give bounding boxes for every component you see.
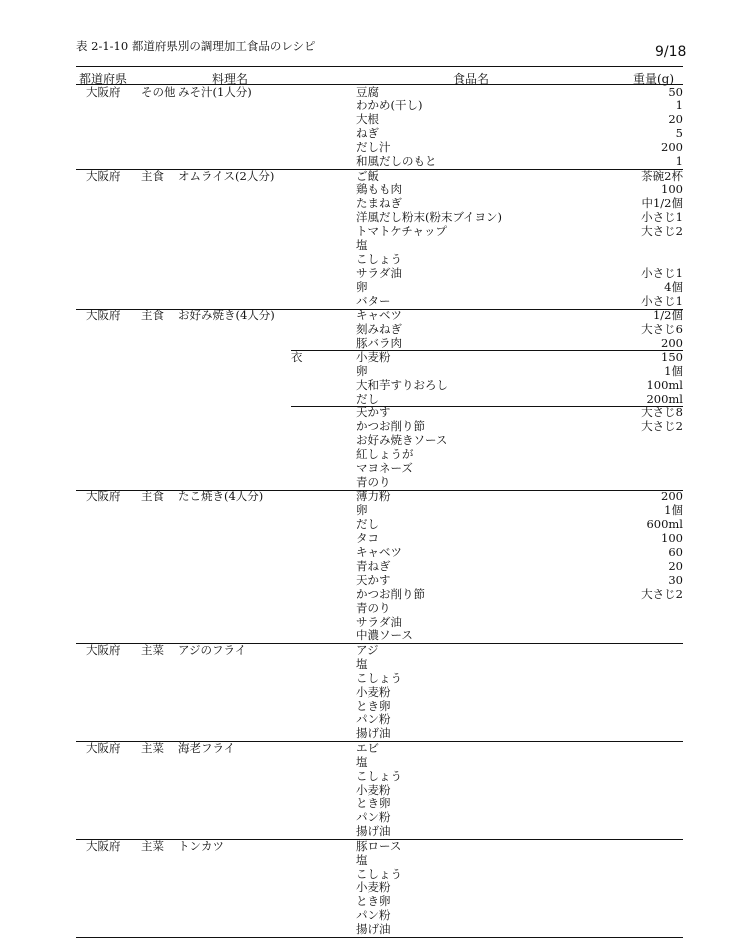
food-name-cell: 青のり (356, 600, 391, 615)
food-name-cell: 小麦粉 (356, 782, 391, 797)
food-name-cell: 豆腐 (356, 84, 379, 99)
food-name-cell: 塩 (356, 656, 368, 671)
food-name-cell: だし (356, 391, 379, 406)
food-name-cell: 豚バラ肉 (356, 335, 402, 350)
food-name-cell: 塩 (356, 852, 368, 867)
food-name-cell: たまねぎ (356, 196, 402, 211)
food-name-cell: 塩 (356, 754, 368, 769)
prefecture-cell: 大阪府 (86, 168, 121, 183)
amount-cell: 4個 (664, 279, 683, 294)
food-name-cell: 天かす (356, 572, 391, 587)
dish-name-cell: アジのフライ (178, 642, 247, 657)
food-name-cell: 揚げ油 (356, 726, 391, 741)
food-name-cell: とき卵 (356, 796, 391, 811)
food-name-cell: だし汁 (356, 140, 391, 155)
food-name-cell: こしょう (356, 251, 402, 266)
amount-cell: 1/2個 (652, 308, 683, 323)
food-name-cell: トマトケチャップ (356, 224, 447, 239)
amount-cell: 200ml (646, 391, 683, 406)
food-name-cell: だし (356, 517, 379, 532)
food-name-cell: わかめ(干し) (356, 98, 423, 113)
amount-cell: 600ml (646, 517, 683, 532)
amount-cell: 小さじ1 (641, 210, 683, 225)
amount-cell: 1個 (664, 503, 683, 518)
food-name-cell: とき卵 (356, 894, 391, 909)
amount-cell: 150 (661, 349, 683, 364)
dish-name-cell: 海老フライ (178, 740, 236, 755)
section-divider (291, 406, 683, 407)
food-name-cell: お好み焼きソース (356, 433, 448, 448)
food-name-cell: 青ねぎ (356, 558, 391, 573)
food-name-cell: 大和芋すりおろし (356, 377, 448, 392)
header-dish: 料理名 (212, 72, 249, 86)
dish-name-cell: みそ汁(1人分) (178, 84, 252, 99)
food-name-cell: かつお削り節 (356, 419, 425, 434)
prefecture-cell: 大阪府 (86, 489, 121, 504)
amount-cell: 200 (661, 489, 683, 504)
prefecture-cell: 大阪府 (86, 642, 121, 657)
category-cell: その他 (141, 84, 176, 99)
amount-cell: 小さじ1 (641, 293, 683, 308)
amount-cell: 200 (661, 140, 683, 155)
amount-cell: 大さじ2 (641, 586, 683, 601)
category-cell: 主菜 (141, 642, 164, 657)
table-title: 表 2-1-10 都道府県別の調理加工食品のレシピ (76, 39, 316, 53)
food-name-cell: 小麦粉 (356, 880, 391, 895)
dish-name-cell: トンカツ (178, 838, 224, 853)
amount-cell: 茶碗2杯 (641, 168, 683, 183)
section-divider (291, 350, 683, 351)
food-name-cell: 小麦粉 (356, 349, 391, 364)
food-name-cell: 天かす (356, 405, 391, 420)
food-name-cell: パン粉 (356, 810, 391, 825)
amount-cell: 30 (668, 572, 683, 587)
recipe-divider (76, 169, 683, 170)
food-name-cell: 卵 (356, 503, 368, 518)
food-name-cell: キャベツ (356, 545, 402, 559)
amount-cell: 100ml (646, 377, 683, 392)
food-name-cell: 豚ロース (356, 838, 402, 853)
food-name-cell: 卵 (356, 363, 368, 378)
food-name-cell: 紅しょうが (356, 447, 414, 462)
category-cell: 主食 (141, 308, 164, 323)
food-name-cell: 鶏もも肉 (356, 182, 402, 197)
food-name-cell: サラダ油 (356, 614, 402, 629)
food-name-cell: 中濃ソース (356, 628, 413, 643)
food-name-cell: こしょう (356, 768, 402, 783)
food-name-cell: アジ (356, 642, 379, 657)
food-name-cell: 洋風だし粉末(粉末ブイヨン) (356, 210, 502, 225)
food-name-cell: ご飯 (356, 168, 379, 183)
prefecture-cell: 大阪府 (86, 838, 121, 853)
recipe-divider (76, 741, 683, 742)
header-food: 食品名 (453, 72, 490, 86)
food-name-cell: 塩 (356, 238, 368, 252)
food-name-cell: パン粉 (356, 712, 391, 727)
amount-cell: 50 (668, 84, 683, 99)
dish-name-cell: お好み焼き(4人分) (178, 308, 275, 323)
amount-cell: 200 (661, 335, 683, 350)
header-top-rule (76, 66, 683, 67)
prefecture-cell: 大阪府 (86, 308, 121, 323)
food-name-cell: エビ (356, 740, 379, 755)
food-name-cell: こしょう (356, 670, 402, 685)
sub-group-label: 衣 (291, 349, 303, 364)
amount-cell: 60 (668, 545, 683, 559)
category-cell: 主食 (141, 489, 164, 504)
food-name-cell: とき卵 (356, 698, 391, 713)
food-name-cell: 大根 (356, 112, 379, 127)
food-name-cell: こしょう (356, 866, 402, 881)
category-cell: 主食 (141, 168, 164, 183)
amount-cell: 1 (675, 154, 683, 168)
food-name-cell: バター (356, 293, 391, 308)
amount-cell: 中1/2個 (641, 196, 683, 211)
category-cell: 主菜 (141, 838, 164, 853)
amount-cell: 小さじ1 (641, 265, 683, 280)
food-name-cell: パン粉 (356, 908, 391, 923)
page-number: 9/18 (655, 44, 687, 60)
amount-cell: 1 (675, 98, 683, 113)
dish-name-cell: オムライス(2人分) (178, 168, 275, 183)
amount-cell: 大さじ2 (641, 419, 683, 434)
amount-cell: 20 (668, 112, 683, 127)
amount-cell: 100 (661, 531, 683, 546)
food-name-cell: マヨネーズ (356, 461, 413, 475)
food-name-cell: 卵 (356, 279, 368, 294)
amount-cell: 大さじ6 (641, 322, 683, 336)
food-name-cell: キャベツ (356, 308, 402, 323)
amount-cell: 100 (661, 182, 683, 197)
food-name-cell: 薄力粉 (356, 489, 391, 504)
food-name-cell: 揚げ油 (356, 922, 391, 937)
food-name-cell: ねぎ (356, 126, 379, 141)
amount-cell: 大さじ8 (641, 405, 683, 420)
prefecture-cell: 大阪府 (86, 84, 121, 99)
food-name-cell: 青のり (356, 474, 391, 489)
food-name-cell: 小麦粉 (356, 684, 391, 699)
amount-cell: 大さじ2 (641, 224, 683, 239)
prefecture-cell: 大阪府 (86, 740, 121, 755)
amount-cell: 5 (675, 126, 683, 141)
amount-cell: 20 (668, 558, 683, 573)
food-name-cell: 刻みねぎ (356, 322, 402, 336)
food-name-cell: かつお削り節 (356, 586, 425, 601)
food-name-cell: 揚げ油 (356, 824, 391, 839)
food-name-cell: タコ (356, 531, 379, 546)
category-cell: 主菜 (141, 740, 164, 755)
recipe-divider (76, 643, 683, 644)
amount-cell: 1個 (664, 363, 683, 378)
header-prefecture: 都道府県 (79, 72, 128, 86)
dish-name-cell: たこ焼き(4人分) (178, 489, 264, 504)
food-name-cell: サラダ油 (356, 265, 402, 280)
recipe-divider (76, 937, 683, 938)
food-name-cell: 和風だしのもと (356, 154, 437, 168)
header-amount: 重量(g) (633, 72, 675, 86)
